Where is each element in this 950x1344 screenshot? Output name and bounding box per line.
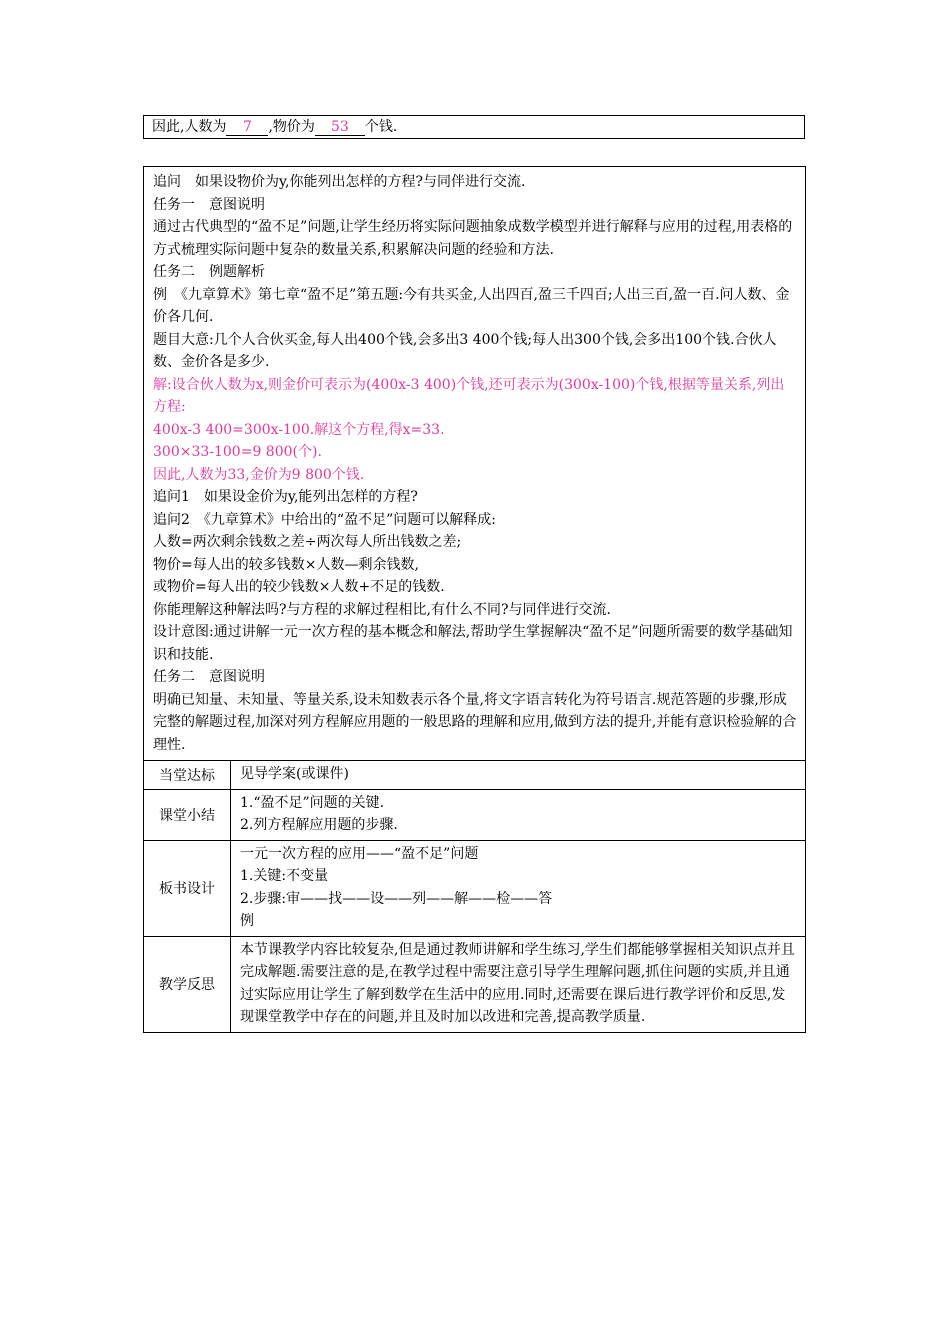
row-label: 课堂小结 [144,789,231,840]
lesson-table [143,166,806,1033]
content-line: 题目大意:几个人合伙买金,每人出400个钱,会多出3 400个钱;每人出300个钱,会多出100个钱.合伙人数、金价各是多少. [153,331,777,370]
answer-suffix: 个钱. [364,119,398,135]
row-content [231,840,806,936]
row-label: 教学反思 [144,936,231,1032]
row-line: 2.步骤:审——找——设——列——解——检——答 [240,890,553,907]
table-row [144,761,806,790]
row-line: 1.“盈不足”问题的关键. [240,794,385,811]
row-content [231,789,806,840]
answer-middle: ,物价为 [268,119,315,135]
row-line: 例 [240,913,254,929]
content-line: 通过古代典型的“盈不足”问题,让学生经历将实际问题抽象成数学模型并进行解释与应用的过程,用表格的方式梳理实际问题中复杂的数量关系,积累解决问题的经验和方法. [153,219,793,258]
row-line: 一元一次方程的应用——“盈不足”问题 [240,845,479,862]
answer-prefix: 因此,人数为 [152,119,227,135]
main-content-row [144,167,806,761]
table-row [144,936,806,1032]
content-line: 因此,人数为33,金价为9 800个钱. [153,466,365,483]
content-line: 400x-3 400=300x-100.解这个方程,得x=33. [153,421,445,438]
content-line: 解:设合伙人数为x,则金价可表示为(400x-3 400)个钱,还可表示为(300x-100)个钱,根据等量关系,列出方程: [153,376,785,415]
row-line: 本节课教学内容比较复杂,但是通过教师讲解和学生练习,学生们都能够掌握相关知识点并且完成解题.需要注意的是,在教学过程中需要注意引导学生理解问题,抓住问题的实质,并且通过实际应用让学生了解到数学在生活中的应用.同时,还需要在课后进行教学评价和反思,发现课堂教学中存在的问题,并且及时加以改进和完善,提高教学质量. [240,941,795,1025]
summary-rows [144,761,806,1033]
price-answer: 53 [315,119,365,136]
content-line: 追问2 《九章算术》中给出的“盈不足”问题可以解释成: [153,511,496,528]
main-content-cell [144,167,806,761]
row-line: 1.关键:不变量 [240,868,329,884]
content-line: 物价=每人出的较多钱数×人数—剩余钱数, [153,556,419,573]
content-line: 300×33-100=9 800(个). [153,444,322,460]
content-line: 任务二 例题解析 [153,264,265,280]
content-line: 追问 如果设物价为y,你能列出怎样的方程?与同伴进行交流. [153,174,526,190]
row-line: 2.列方程解应用题的步骤. [240,817,398,833]
content-line: 设计意图:通过讲解一元一次方程的基本概念和解法,帮助学生掌握解决“盈不足”问题所需要的数学基础知识和技能. [153,624,793,663]
row-label: 当堂达标 [144,761,231,790]
row-content [231,936,806,1032]
row-line: 见导学案(或课件) [240,766,349,782]
content-line: 追问1 如果设金价为y,能列出怎样的方程? [153,489,418,505]
row-content [231,761,806,790]
content-line: 明确已知量、未知量、等量关系,设未知数表示各个量,将文字语言转化为符号语言.规范答题的步骤,形成完整的解题过程,加深对列方程解应用题的一般思路的理解和应用,做到方法的提升,并能有意识检验解的合理性. [153,691,797,753]
content-line: 或物价=每人出的较少钱数×人数+不足的钱数. [153,579,445,595]
table-row [144,789,806,840]
content-line: 你能理解这种解法吗?与方程的求解过程相比,有什么不同?与同伴进行交流. [153,601,611,618]
content-line: 人数=两次剩余钱数之差÷两次每人所出钱数之差; [153,534,462,550]
row-label: 板书设计 [144,840,231,936]
content-line: 例 《九章算术》第七章“盈不足”第五题:今有共买金,人出四百,盈三千四百;人出三百,盈一百.问人数、金价各几何. [153,286,790,325]
content-line: 任务一 意图说明 [153,196,265,213]
answer-summary-box [143,115,805,139]
table-row [144,840,806,936]
content-line: 任务二 意图说明 [153,669,265,685]
people-answer: 7 [226,119,268,136]
